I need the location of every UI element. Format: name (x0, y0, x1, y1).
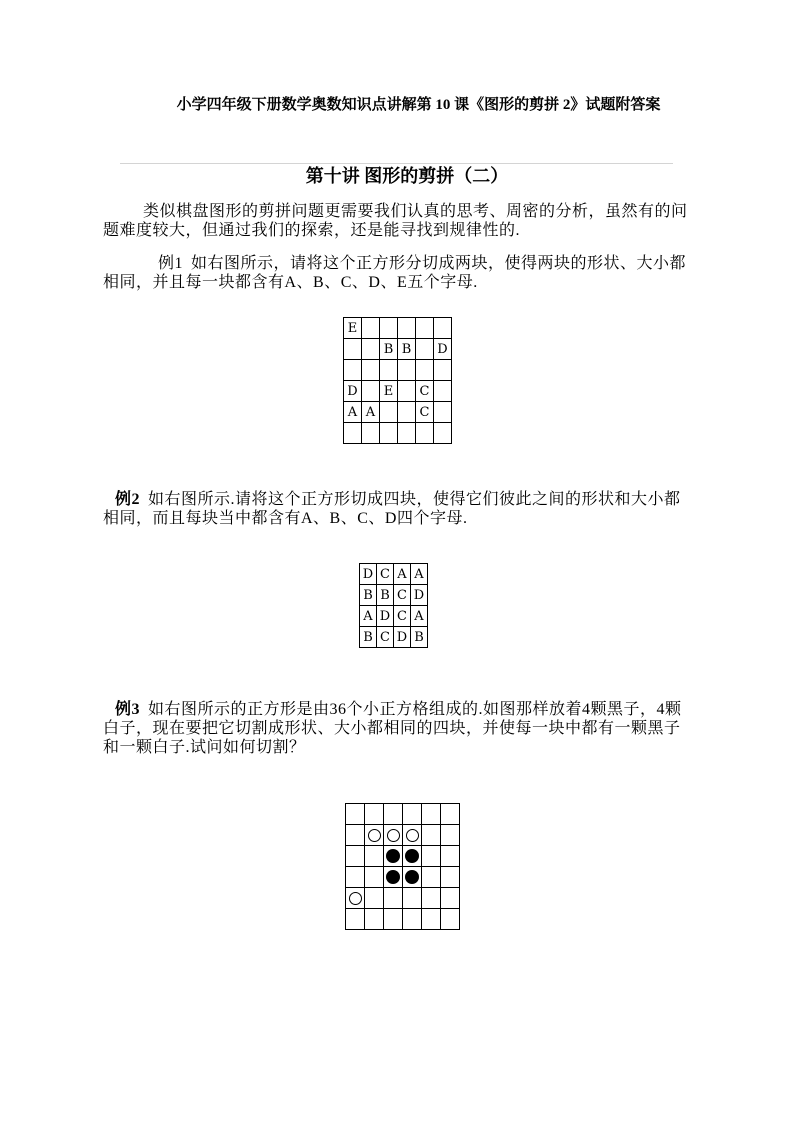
grid-cell (380, 318, 398, 339)
grid-cell: B (360, 627, 377, 648)
grid-row (344, 339, 452, 360)
grid-cell (365, 825, 384, 846)
grid-row (346, 804, 460, 825)
white-stone-icon (387, 829, 400, 842)
grid-row (344, 360, 452, 381)
grid-cell: C (416, 402, 434, 423)
grid-cell: E (380, 381, 398, 402)
grid-cell (398, 402, 416, 423)
grid-cell (403, 825, 422, 846)
grid-cell (398, 423, 416, 444)
grid-cell (403, 867, 422, 888)
grid-cell (434, 318, 452, 339)
section-heading: 第十讲 图形的剪拼（二） (305, 166, 509, 186)
grid-cell (398, 360, 416, 381)
grid-cell (346, 888, 365, 909)
grid-cell (346, 909, 365, 930)
grid-cell (365, 867, 384, 888)
grid-cell (403, 909, 422, 930)
example3-label: 例3 (115, 701, 141, 718)
grid-cell (422, 909, 441, 930)
grid-cell (434, 360, 452, 381)
grid-row (346, 867, 460, 888)
grid-cell (380, 402, 398, 423)
grid-cell (398, 381, 416, 402)
grid-cell (362, 339, 380, 360)
grid-cell: C (394, 606, 411, 627)
grid-row (346, 909, 460, 930)
grid-cell: D (344, 381, 362, 402)
grid-cell (362, 360, 380, 381)
grid-cell (365, 804, 384, 825)
grid-cell: C (377, 627, 394, 648)
grid-cell (346, 846, 365, 867)
example3-text: 如右图所示的正方形是由36个小正方格组成的.如图那样放着4颗黑子，4颗白子，现在要把它切割成形状、大小都相同的四块，并使每一块中都有一颗黑子和一颗白子.试问如何切割？ (103, 701, 682, 756)
grid-cell: C (394, 585, 411, 606)
grid-cell (422, 867, 441, 888)
grid-cell (441, 804, 460, 825)
example1-label: 例1 (158, 255, 184, 272)
grid-row (344, 423, 452, 444)
grid-cell (365, 888, 384, 909)
grid-cell (362, 423, 380, 444)
example2-label: 例2 (115, 491, 141, 508)
black-stone-icon (386, 849, 400, 863)
grid-cell: A (344, 402, 362, 423)
grid-row (346, 846, 460, 867)
grid-cell: D (377, 606, 394, 627)
grid-cell (384, 846, 403, 867)
grid-cell (434, 402, 452, 423)
grid-cell (362, 381, 380, 402)
grid-cell (434, 423, 452, 444)
grid-row (360, 627, 428, 648)
grid-cell (384, 888, 403, 909)
grid-cell: B (380, 339, 398, 360)
grid-cell (365, 846, 384, 867)
grid-cell: D (411, 585, 428, 606)
example1-text: 如右图所示，请将这个正方形分切成两块，使得两块的形状、大小都相同，并且每一块都含有A、B、C、D、E五个字母. (103, 255, 687, 291)
grid-cell (441, 888, 460, 909)
grid-cell (422, 888, 441, 909)
grid-row (344, 381, 452, 402)
grid-cell (403, 888, 422, 909)
grid-cell: A (411, 564, 428, 585)
grid-cell (441, 846, 460, 867)
grid-cell (344, 423, 362, 444)
grid-cell (403, 846, 422, 867)
grid-cell (416, 318, 434, 339)
grid-cell (422, 825, 441, 846)
grid-row (344, 402, 452, 423)
white-stone-icon (349, 892, 362, 905)
grid-cell: A (362, 402, 380, 423)
grid-cell: C (416, 381, 434, 402)
grid-cell (380, 360, 398, 381)
grid-cell: B (360, 585, 377, 606)
grid-cell (346, 825, 365, 846)
grid-cell (384, 825, 403, 846)
grid-cell (441, 909, 460, 930)
grid-cell: B (411, 627, 428, 648)
grid-cell: D (434, 339, 452, 360)
grid-row (346, 888, 460, 909)
example3-paragraph (103, 700, 695, 757)
example3-stone-grid (345, 803, 460, 930)
grid-cell (398, 318, 416, 339)
intro-paragraph: 类似棋盘图形的剪拼问题更需要我们认真的思考、周密的分析，虽然有的问题难度较大，但通过我们的探索，还是能寻找到规律性的. (103, 203, 688, 239)
grid-cell: E (344, 318, 362, 339)
document-title: 小学四年级下册数学奥数知识点讲解第 10 课《图形的剪拼 2》试题附答案 (176, 97, 661, 113)
example1-paragraph (103, 254, 695, 292)
black-stone-icon (405, 849, 419, 863)
white-stone-icon (406, 829, 419, 842)
grid-cell: A (360, 606, 377, 627)
grid-cell: D (360, 564, 377, 585)
example2-text: 如右图所示.请将这个正方形切成四块，使得它们彼此之间的形状和大小都相同，而且每块当中都含有A、B、C、D四个字母. (103, 491, 681, 527)
grid-cell (416, 423, 434, 444)
grid-cell (434, 381, 452, 402)
grid-cell (384, 909, 403, 930)
white-stone-icon (368, 829, 381, 842)
grid-cell (384, 804, 403, 825)
black-stone-icon (386, 870, 400, 884)
grid-cell (362, 318, 380, 339)
grid-cell (346, 804, 365, 825)
grid-row (344, 318, 452, 339)
grid-cell: A (411, 606, 428, 627)
grid-cell (416, 360, 434, 381)
section-divider (120, 163, 673, 164)
grid-row (346, 825, 460, 846)
grid-cell: B (398, 339, 416, 360)
grid-row (360, 564, 428, 585)
grid-cell (416, 339, 434, 360)
grid-cell: B (377, 585, 394, 606)
grid-row (360, 585, 428, 606)
grid-cell (380, 423, 398, 444)
grid-cell (422, 804, 441, 825)
grid-cell: C (377, 564, 394, 585)
grid-cell: D (394, 627, 411, 648)
grid-cell (384, 867, 403, 888)
grid-cell (365, 909, 384, 930)
grid-row (360, 606, 428, 627)
black-stone-icon (405, 870, 419, 884)
grid-cell (344, 339, 362, 360)
grid-cell (346, 867, 365, 888)
grid-cell (344, 360, 362, 381)
grid-cell (441, 825, 460, 846)
example1-letter-grid (343, 317, 452, 444)
grid-cell (422, 846, 441, 867)
grid-cell (441, 867, 460, 888)
grid-cell (403, 804, 422, 825)
example2-paragraph (103, 490, 695, 528)
example2-letter-grid (359, 563, 428, 648)
grid-cell: A (394, 564, 411, 585)
